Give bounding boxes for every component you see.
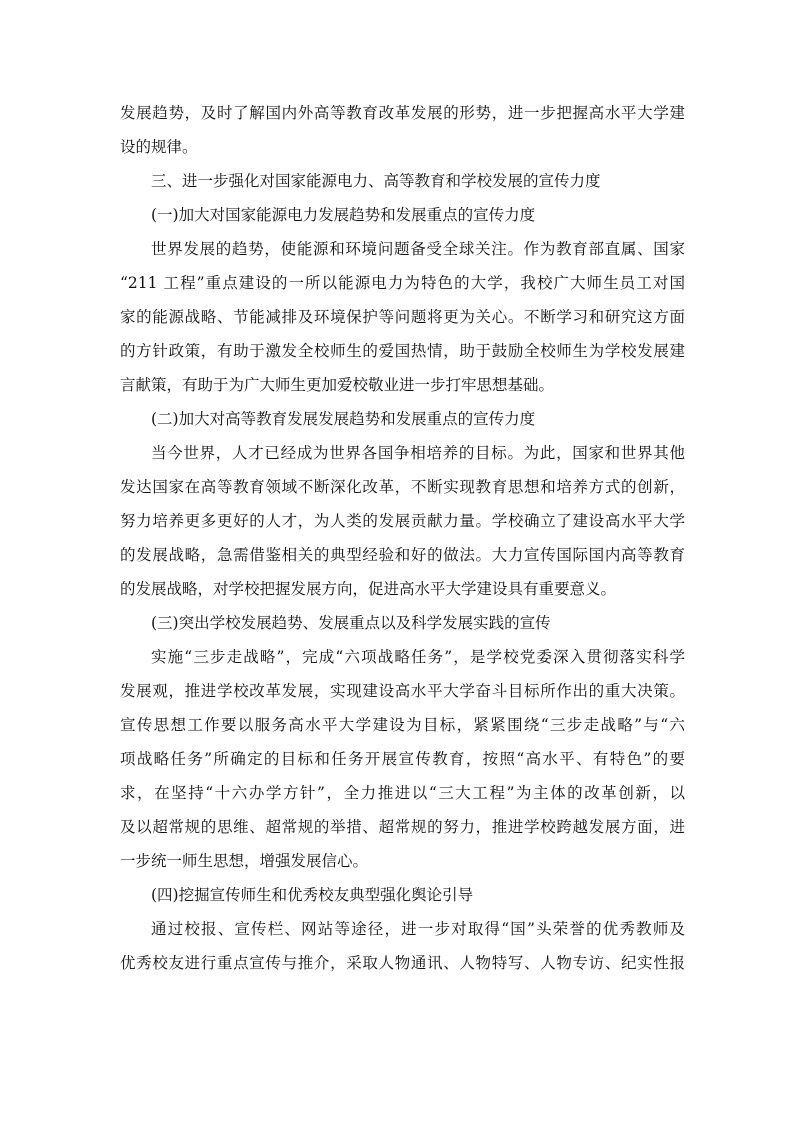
text-line: 设的规律。 [120, 138, 198, 156]
document-page [120, 96, 685, 980]
text-line: 通过校报、宣传栏、网站等途径，进一步对取得“国”头荣誉的优秀教师及 [151, 920, 685, 938]
section-heading: (四)挖掘宣传师生和优秀校友典型强化舆论引导 [151, 886, 474, 904]
text-line: 的发展战略，对学校把握发展方向，促进高水平大学建设具有重要意义。 [120, 580, 617, 598]
text-line: 的发展战略，急需借鉴相关的典型经验和好的做法。大力宣传国际国内高等教育 [120, 546, 685, 564]
text-line: 实施“三步走战略”，完成“六项战略任务”，是学校党委深入贯彻落实科学 [151, 648, 685, 666]
text-line: 的方针政策，有助于激发全校师生的爱国热情，助于鼓励全校师生为学校发展建 [120, 342, 685, 360]
section-heading: (三)突出学校发展趋势、发展重点以及科学发展实践的宣传 [151, 614, 551, 632]
text-line: 世界发展的趋势，使能源和环境问题备受全球关注。作为教育部直属、国家 [151, 240, 685, 258]
text-line: 及以超常规的思维、超常规的举措、超常规的努力，推进学校跨越发展方面，进 [120, 818, 685, 836]
section-heading: 三、进一步强化对国家能源电力、高等教育和学校发展的宣传力度 [151, 172, 601, 190]
text-line: 求，在坚持“十六办学方针”，全力推进以“三大工程”为主体的改革创新，以 [120, 784, 685, 802]
text-line: 发展趋势，及时了解国内外高等教育改革发展的形势，进一步把握高水平大学建 [120, 104, 685, 122]
text-line: “211 工程”重点建设的一所以能源电力为特色的大学，我校广大师生员工对国 [120, 274, 685, 292]
section-heading: (一)加大对国家能源电力发展趋势和发展重点的宣传力度 [151, 206, 536, 224]
text-line: 一步统一师生思想，增强发展信心。 [120, 852, 369, 870]
text-line: 发展观，推进学校改革发展，实现建设高水平大学奋斗目标所作出的重大决策。 [120, 682, 685, 700]
text-line: 优秀校友进行重点宣传与推介，采取人物通讯、人物特写、人物专访、纪实性报 [120, 954, 685, 972]
text-line: 宣传思想工作要以服务高水平大学建设为目标，紧紧围绕“三步走战略”与“六 [120, 716, 685, 734]
text-line: 发达国家在高等教育领域不断深化改革，不断实现教育思想和培养方式的创新， [120, 478, 685, 496]
text-line: 当今世界，人才已经成为世界各国争相培养的目标。为此，国家和世界其他 [151, 444, 685, 462]
text-line: 项战略任务”所确定的目标和任务开展宣传教育，按照“高水平、有特色”的要 [120, 750, 685, 768]
text-line: 努力培养更多更好的人才，为人类的发展贡献力量。学校确立了建设高水平大学 [120, 512, 685, 530]
text-line: 家的能源战略、节能减排及环境保护等问题将更为关心。不断学习和研究这方面 [120, 308, 685, 326]
section-heading: (二)加大对高等教育发展发展趋势和发展重点的宣传力度 [151, 410, 536, 428]
text-line: 言献策，有助于为广大师生更加爱校敬业进一步打牢思想基础。 [120, 376, 555, 394]
